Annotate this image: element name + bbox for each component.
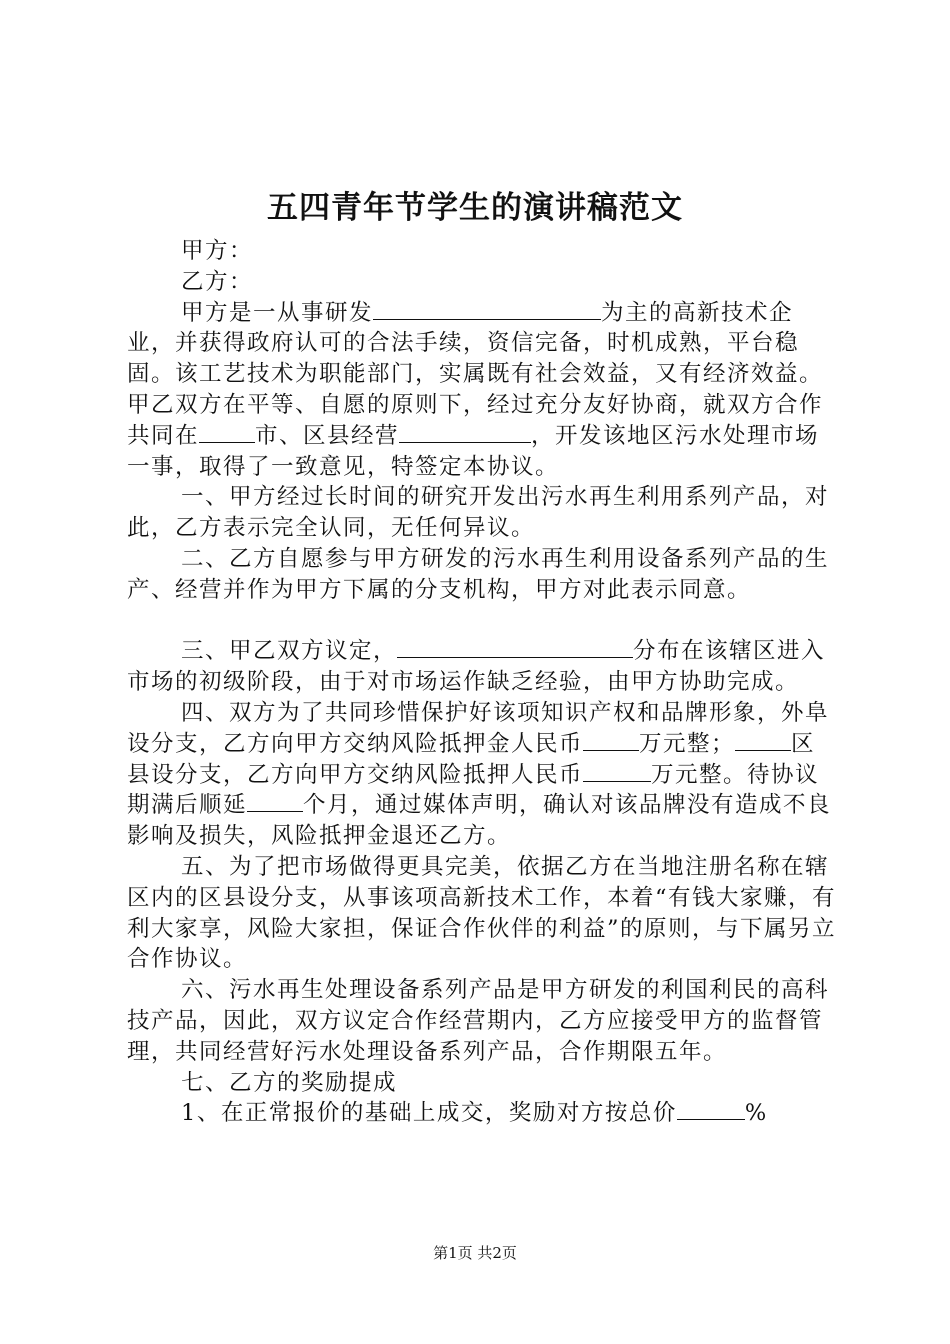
clause-4-text-5: 个月，通过媒体声明，确认对该品牌没有造成不良影响及损失，风险抵押金退还乙方。 [127,792,832,850]
clause-4-text-2: 万元整； [639,730,736,757]
page-footer: 第1页 共2页 [433,1244,517,1262]
fill-blank [583,732,639,751]
clause-7-item-1 [127,1098,839,1129]
clause-4-text-4: 万元整。待协议期满后顺延 [127,761,820,819]
clause-7-item-1-text: 1、在正常报价的基础上成交，奖励对方按总价 [181,1100,677,1127]
party-a-line: 甲方： [181,238,254,264]
intro-text-2: 为主的高新技术企业，并获得政府认可的合法手续，资信完备，时机成熟，平台稳固。该工艺技术为职能部门，实属既有社会效益，又有经济效益。甲乙双方在平等、自愿的原则下，经过充分友好协商，就双方合作共同在 [127,299,824,449]
fill-blank [399,424,531,443]
clause-1: 一、甲方经过长时间的研究开发出污水再生利用系列产品，对此，乙方表示完全认同，无任何异议。 [127,484,830,542]
fill-blank [373,301,601,320]
clause-4 [127,698,839,852]
document-body [127,236,839,1129]
blank-line [127,606,839,637]
fill-blank [397,639,633,658]
intro-text-3: 市、区县经营 [255,422,400,449]
percent-sign: % [744,1100,768,1127]
fill-blank [583,763,651,782]
party-b-line: 乙方： [181,268,254,295]
clause-4-text-1: 四、双方为了共同珍惜保护好该项知识产权和品牌形象，外阜设分支，乙方向甲方交纳风险抵押金人民币 [127,699,830,757]
document-title: 五四青年节学生的演讲稿范文 [267,190,683,226]
fill-blank [677,1101,745,1120]
clause-5: 五、为了把市场做得更具完美，依据乙方在当地注册名称在辖区内的区县设分支，从事该项高新技术工作，本着“有钱大家赚，有利大家享，风险大家担，保证合作伙伴的利益”的原则，与下属另立合作协议。 [127,853,837,973]
intro-paragraph [127,298,839,483]
intro-text-1: 甲方是一从事研发 [181,299,374,326]
clause-3 [127,636,839,698]
fill-blank [247,793,303,812]
clause-2: 二、乙方自愿参与甲方研发的污水再生利用设备系列产品的生产、经营并作为甲方下属的分支机构，甲方对此表示同意。 [127,545,830,603]
clause-3-text-2: 分布在该辖区进入市场的初级阶段，由于对市场运作缺乏经验，由甲方协助完成。 [127,638,826,696]
clause-3-text-1: 三、甲乙双方议定， [181,638,398,665]
fill-blank [735,732,791,751]
clause-7-heading: 七、乙方的奖励提成 [181,1069,398,1096]
intro-text-4: ，开发该地区污水处理市场一事，取得了一致意见，特签定本协议。 [127,422,820,480]
clause-6: 六、污水再生处理设备系列产品是甲方研发的利国利民的高科技产品，因此，双方议定合作经营期内，乙方应接受甲方的监督管理，共同经营好污水处理设备系列产品，合作期限五年。 [127,977,830,1065]
clause-4-text-3: 区县设分支，乙方向甲方交纳风险抵押人民币 [127,730,816,788]
fill-blank [199,424,255,443]
